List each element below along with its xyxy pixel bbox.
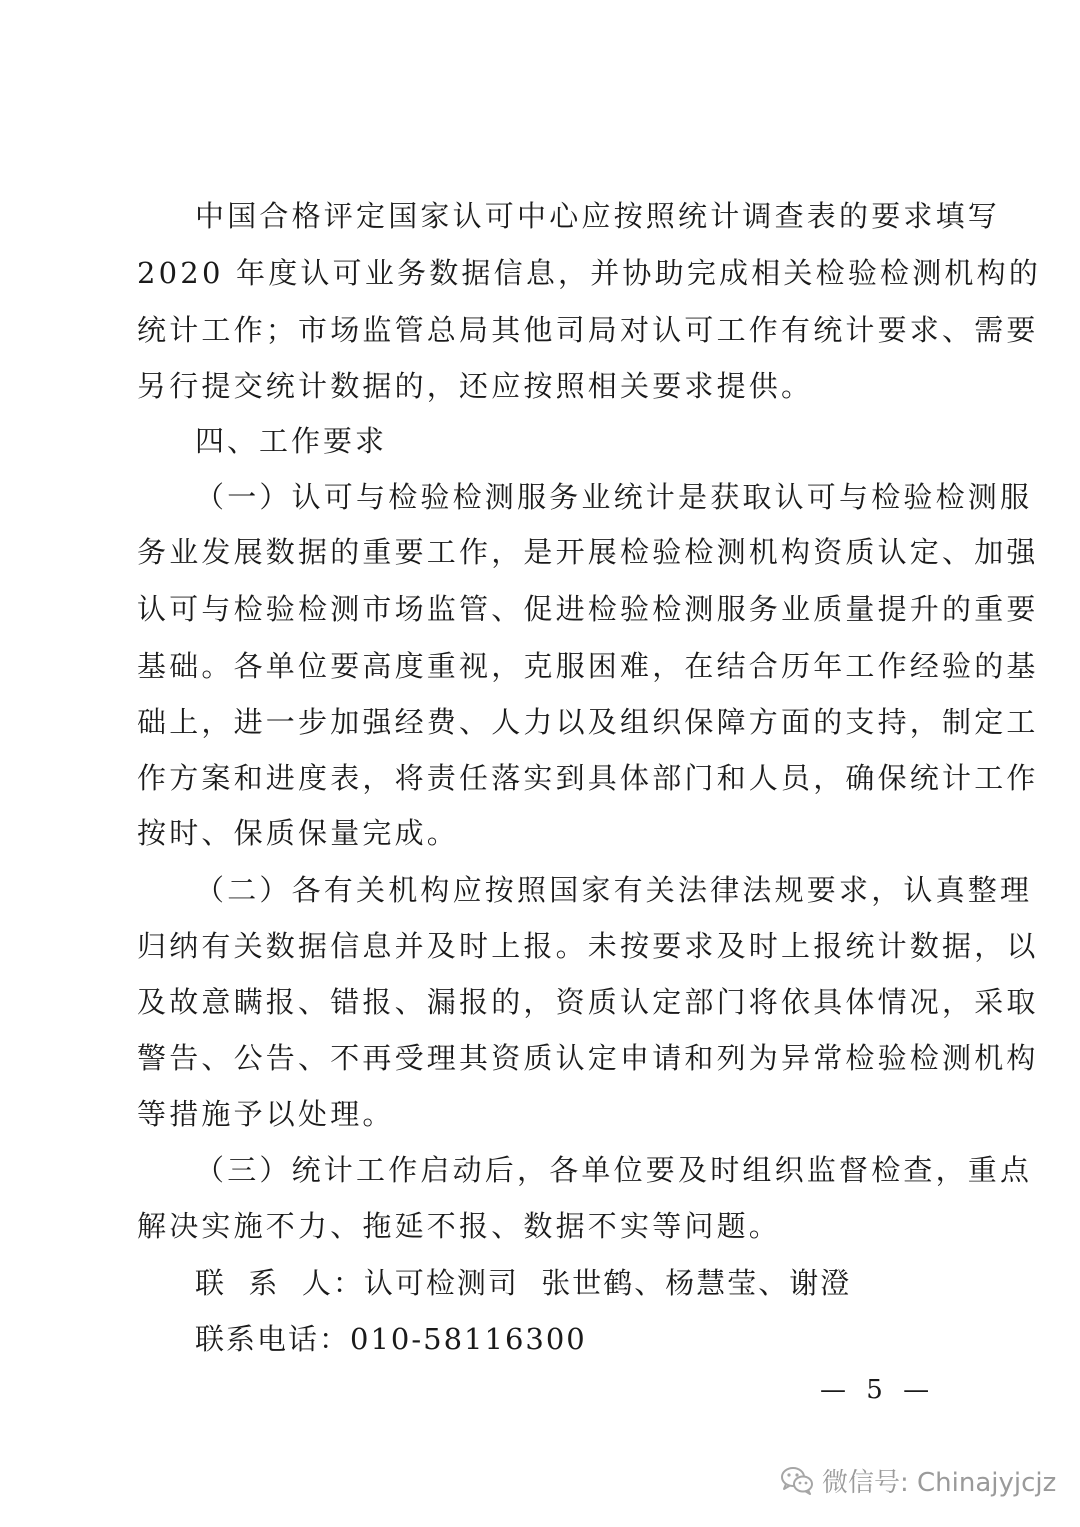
watermark-text: 微信号: Chinajyjcjz xyxy=(822,1467,1057,1498)
wechat-watermark xyxy=(780,1460,1056,1500)
contact-person-line: 联 系 人：认可检测司 张世鹤、杨慧莹、谢澄 xyxy=(195,1266,852,1300)
paragraph-line: （一）认可与检验检测服务业统计是获取认可与检验检测服 xyxy=(195,480,1033,514)
paragraph-line: 等措施予以处理。 xyxy=(137,1097,395,1131)
paragraph-line: 另行提交统计数据的，还应按照相关要求提供。 xyxy=(137,369,814,403)
page-number: — 5 — xyxy=(820,1375,936,1405)
paragraph-line: 统计工作；市场监管总局其他司局对认可工作有统计要求、需要 xyxy=(137,313,1039,347)
section-heading: 四、工作要求 xyxy=(195,424,388,458)
wechat-icon xyxy=(780,1465,814,1495)
paragraph-line: 按时、保质保量完成。 xyxy=(137,816,460,850)
paragraph-line: 基础。各单位要高度重视，克服困难，在结合历年工作经验的基 xyxy=(137,649,1039,683)
paragraph-line: 解决实施不力、拖延不报、数据不实等问题。 xyxy=(137,1209,782,1243)
paragraph-line: 认可与检验检测市场监管、促进检验检测服务业质量提升的重要 xyxy=(137,592,1039,626)
paragraph-line: 2020 年度认可业务数据信息，并协助完成相关检验检测机构的 xyxy=(137,256,1042,290)
paragraph-line: （三）统计工作启动后，各单位要及时组织监督检查，重点 xyxy=(195,1153,1033,1187)
paragraph-line: 归纳有关数据信息并及时上报。未按要求及时上报统计数据，以 xyxy=(137,929,1039,963)
paragraph-line: 作方案和进度表，将责任落实到具体部门和人员，确保统计工作 xyxy=(137,761,1039,795)
paragraph-line: 及故意瞒报、错报、漏报的，资质认定部门将依具体情况，采取 xyxy=(137,985,1039,1019)
paragraph-line: 务业发展数据的重要工作，是开展检验检测机构资质认定、加强 xyxy=(137,535,1039,569)
paragraph-line: 中国合格评定国家认可中心应按照统计调查表的要求填写 xyxy=(195,199,1001,233)
paragraph-line: 础上，进一步加强经费、人力以及组织保障方面的支持，制定工 xyxy=(137,705,1039,739)
paragraph-line: （二）各有关机构应按照国家有关法律法规要求，认真整理 xyxy=(195,873,1033,907)
contact-phone-line: 联系电话：010-58116300 xyxy=(195,1322,587,1356)
paragraph-line: 警告、公告、不再受理其资质认定申请和列为异常检验检测机构 xyxy=(137,1041,1039,1075)
